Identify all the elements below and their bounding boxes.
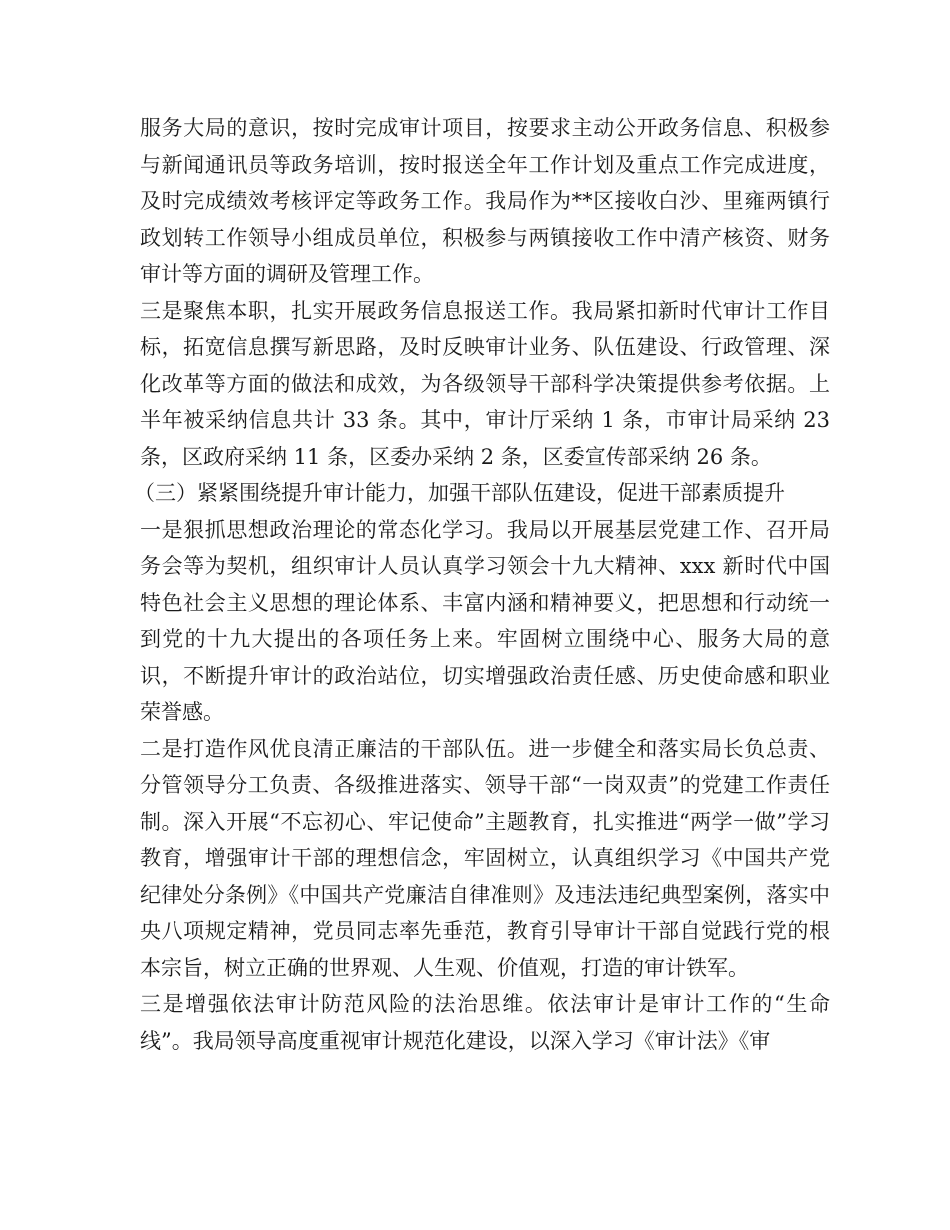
paragraph-service-awareness: 服务大局的意识，按时完成审计项目，按要求主动公开政务信息、积极参与新闻通讯员等政务培训，按时报送全年工作计划及重点工作完成进度，及时完成绩效考核评定等政务工作。我局作为**区接收白沙、里雍两镇行政划转工作领导小组成员单位，积极参与两镇接收工作中清产核资、财务审计等方面的调研及管理工作。 — [140, 116, 830, 286]
paragraph-rule-of-law: 三是增强依法审计防范风险的法治思维。依法审计是审计工作的“生命线”。我局领导高度重视审计规范化建设，以深入学习《审计法》《审 — [140, 992, 830, 1053]
section-heading-cadre-building: （三）紧紧围绕提升审计能力，加强干部队伍建设，促进干部素质提升 — [134, 481, 785, 505]
document-body — [134, 110, 830, 1059]
paragraph-info-reporting: 三是聚焦本职，扎实开展政务信息报送工作。我局紧扣新时代审计工作目标，拓宽信息撰写新思路，及时反映审计业务、队伍建设、行政管理、深化改革等方面的做法和成效，为各级领导干部科学决策提供参考依据。上半年被采纳信息共计 33 条。其中，审计厅采纳 1 条，市审计局采纳 23 条，区政府采纳 11 条，区委办采纳 2 条，区委宣传部采纳 26 条。 — [140, 298, 830, 469]
paragraph-clean-cadre-team: 二是打造作风优良清正廉洁的干部队伍。进一步健全和落实局长负总责、分管领导分工负责、各级推进落实、领导干部“一岗双责”的党建工作责任制。深入开展“不忘初心、牢记使命”主题教育，扎实推进“两学一做”学习教育，增强审计干部的理想信念，牢固树立，认真组织学习《中国共产党纪律处分条例》《中国共产党廉洁自律准则》及违法违纪典型案例，落实中央八项规定精神，党员同志率先垂范，教育引导审计干部自觉践行党的根本宗旨，树立正确的世界观、人生观、价值观，打造的审计铁军。 — [140, 736, 830, 980]
paragraph-political-study: 一是狠抓思想政治理论的常态化学习。我局以开展基层党建工作、召开局务会等为契机，组织审计人员认真学习领会十九大精神、xxx 新时代中国特色社会主义思想的理论体系、丰富内涵和精神要义，把思想和行动统一到党的十九大提出的各项任务上来。牢固树立围绕中心、服务大局的意识，不断提升审计的政治站位，切实增强政治责任感、历史使命感和职业荣誉感。 — [140, 517, 830, 724]
